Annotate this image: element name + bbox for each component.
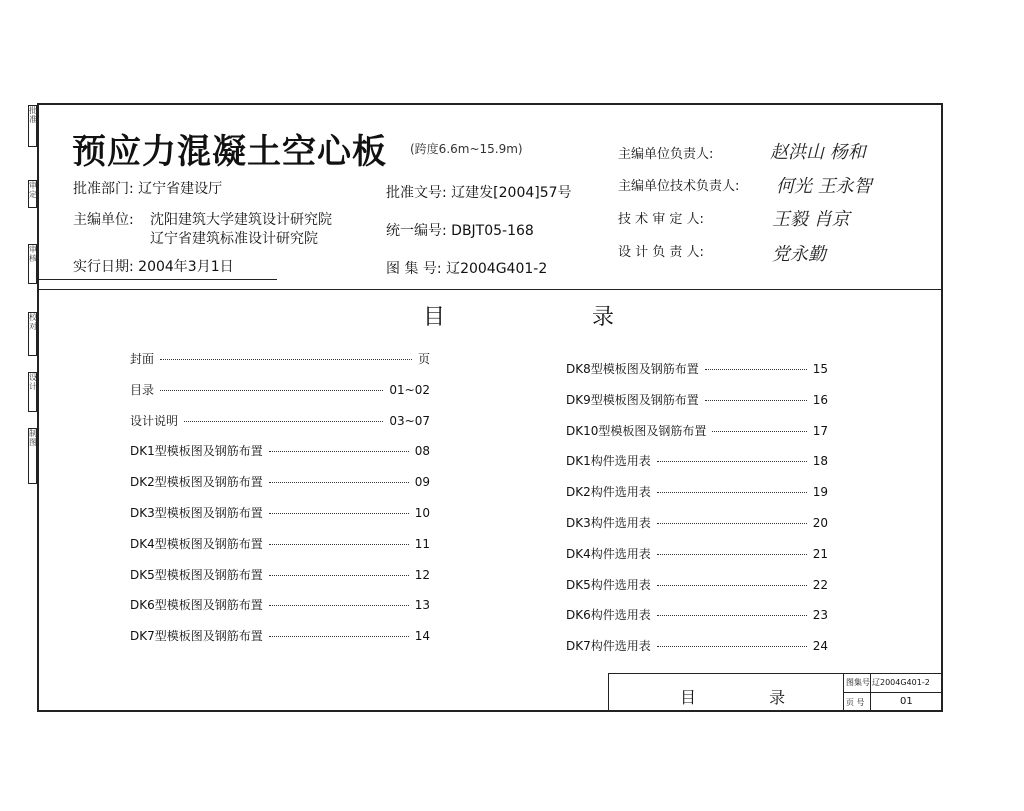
toc-entry-name: DK9型模板图及钢筋布置 — [566, 392, 699, 407]
toc-entry-name: DK6构件选用表 — [566, 608, 651, 623]
resp-label-chief: 主编单位负责人: — [618, 147, 714, 162]
toc-leader — [712, 431, 806, 432]
toc-entry-page: 20 — [812, 515, 828, 530]
toc-entry-page: 22 — [812, 577, 828, 592]
side-strip-cell: 设计 — [28, 372, 37, 412]
title-block-col-divider — [870, 673, 871, 712]
toc-entry-name: DK2构件选用表 — [566, 485, 651, 500]
approval-number: 批准文号: 辽建发[2004]57号 — [386, 185, 572, 201]
side-strip-cell: 审定 — [28, 180, 37, 208]
toc-entry-name: DK7构件选用表 — [566, 639, 651, 654]
toc-entry-page: 21 — [812, 546, 828, 561]
toc-entry-page: 08 — [414, 444, 430, 459]
toc-entry-page: 23 — [812, 608, 828, 623]
title-block-label: 目 录 — [680, 688, 820, 707]
toc-entry-page: 11 — [414, 536, 430, 551]
toc-leader — [657, 646, 807, 647]
toc-entry-name: DK1构件选用表 — [566, 454, 651, 469]
toc-entry — [130, 412, 430, 443]
toc-entry-name: DK3型模板图及钢筋布置 — [130, 505, 263, 520]
side-strip-cell: 校对 — [28, 312, 37, 356]
toc-entry-name: DK7型模板图及钢筋布置 — [130, 629, 263, 644]
toc-entry — [566, 514, 828, 545]
resp-label-review: 技 术 审 定 人: — [618, 212, 704, 227]
toc-leader — [657, 523, 807, 524]
title-block-row-divider — [843, 692, 943, 693]
toc-left — [130, 350, 430, 658]
toc-entry-name: 封面 — [130, 352, 155, 366]
editor-unit-2: 辽宁省建筑标准设计研究院 — [150, 231, 318, 247]
side-strip-cell: 制图 — [28, 428, 37, 484]
toc-entry — [566, 452, 828, 483]
page-subtitle: (跨度6.6m~15.9m) — [410, 142, 523, 156]
page-title: 预应力混凝土空心板 — [72, 132, 387, 172]
toc-leader — [705, 400, 807, 401]
toc-entry — [130, 442, 430, 473]
toc-entry — [566, 483, 828, 514]
toc-entry — [566, 545, 828, 576]
implementation-date: 实行日期: 2004年3月1日 — [73, 259, 234, 275]
toc-leader — [657, 585, 807, 586]
title-block-atlas-value: 辽2004G401-2 — [872, 678, 930, 687]
signature-review: 王毅 肖京 — [772, 209, 850, 230]
toc-entry-page: 09 — [414, 475, 430, 490]
side-strip-cell: 审核 — [28, 244, 37, 284]
toc-entry-page: 12 — [414, 567, 430, 582]
toc-leader — [705, 369, 807, 370]
toc-entry-page: 16 — [812, 392, 828, 407]
toc-leader — [184, 421, 383, 422]
header-divider — [37, 289, 943, 290]
toc-entry-page: 页 — [417, 352, 430, 366]
toc-leader — [269, 482, 409, 483]
toc-leader — [160, 390, 383, 391]
toc-entry — [130, 381, 430, 412]
toc-entry-name: DK2型模板图及钢筋布置 — [130, 475, 263, 490]
toc-entry-page: 14 — [414, 629, 430, 644]
toc-entry — [566, 422, 828, 453]
toc-entry-page: 10 — [414, 505, 430, 520]
toc-leader — [657, 492, 807, 493]
unified-number: 统一编号: DBJT05-168 — [386, 223, 534, 239]
toc-entry-name: 目录 — [130, 382, 155, 397]
resp-label-tech: 主编单位技术负责人: — [618, 179, 740, 194]
signature-chief: 赵洪山 杨和 — [770, 142, 866, 163]
toc-entry-page: 19 — [812, 485, 828, 500]
signature-design: 党永勤 — [772, 244, 826, 265]
signature-tech: 何光 王永智 — [776, 176, 872, 197]
approval-dept: 批准部门: 辽宁省建设厅 — [73, 181, 223, 197]
toc-entry-name: DK4型模板图及钢筋布置 — [130, 536, 263, 551]
toc-entry — [566, 606, 828, 637]
toc-entry — [566, 576, 828, 607]
toc-entry-page: 24 — [812, 639, 828, 654]
toc-entry-name: DK5构件选用表 — [566, 577, 651, 592]
toc-entry-name: DK5型模板图及钢筋布置 — [130, 567, 263, 582]
toc-entry — [566, 360, 828, 391]
title-block-page-value: 01 — [900, 696, 913, 707]
toc-right — [566, 360, 828, 668]
toc-entry-name: DK3构件选用表 — [566, 515, 651, 530]
toc-leader — [269, 544, 409, 545]
toc-entry-page: 01~02 — [389, 382, 430, 397]
title-block-atlas-label: 图集号 — [846, 678, 870, 687]
toc-entry — [130, 350, 430, 381]
toc-leader — [269, 513, 409, 514]
toc-leader — [657, 554, 807, 555]
toc-entry-name: 设计说明 — [130, 413, 179, 428]
toc-entry — [130, 566, 430, 597]
atlas-number: 图 集 号: 辽2004G401-2 — [386, 261, 548, 277]
toc-entry — [130, 596, 430, 627]
toc-leader — [269, 575, 409, 576]
toc-entry — [130, 473, 430, 504]
toc-entry-page: 17 — [812, 423, 828, 438]
header-divider-short — [37, 279, 277, 280]
toc-entry-page: 15 — [812, 362, 828, 376]
editor-label: 主编单位: — [73, 212, 134, 228]
toc-entry-name: DK1型模板图及钢筋布置 — [130, 444, 263, 459]
toc-entry-name: DK4构件选用表 — [566, 546, 651, 561]
toc-entry — [130, 627, 430, 658]
editor-unit-1: 沈阳建筑大学建筑设计研究院 — [150, 212, 332, 228]
toc-entry — [130, 504, 430, 535]
toc-entry-page: 18 — [812, 454, 828, 469]
toc-entry-page: 03~07 — [389, 413, 430, 428]
toc-leader — [269, 636, 409, 637]
toc-entry-name: DK8型模板图及钢筋布置 — [566, 362, 699, 376]
side-strip-cell: 批准 — [28, 105, 37, 147]
toc-leader — [269, 451, 409, 452]
resp-label-design: 设 计 负 责 人: — [618, 245, 704, 260]
toc-entry — [566, 637, 828, 668]
toc-leader — [160, 359, 412, 360]
toc-leader — [657, 615, 807, 616]
toc-leader — [269, 605, 409, 606]
toc-entry-page: 13 — [414, 598, 430, 613]
title-block-page-label: 页 号 — [846, 698, 865, 707]
toc-heading: 目 录 — [423, 305, 684, 330]
toc-entry — [566, 391, 828, 422]
toc-entry-name: DK6型模板图及钢筋布置 — [130, 598, 263, 613]
toc-entry — [130, 535, 430, 566]
toc-entry-name: DK10型模板图及钢筋布置 — [566, 423, 707, 438]
toc-leader — [657, 461, 807, 462]
